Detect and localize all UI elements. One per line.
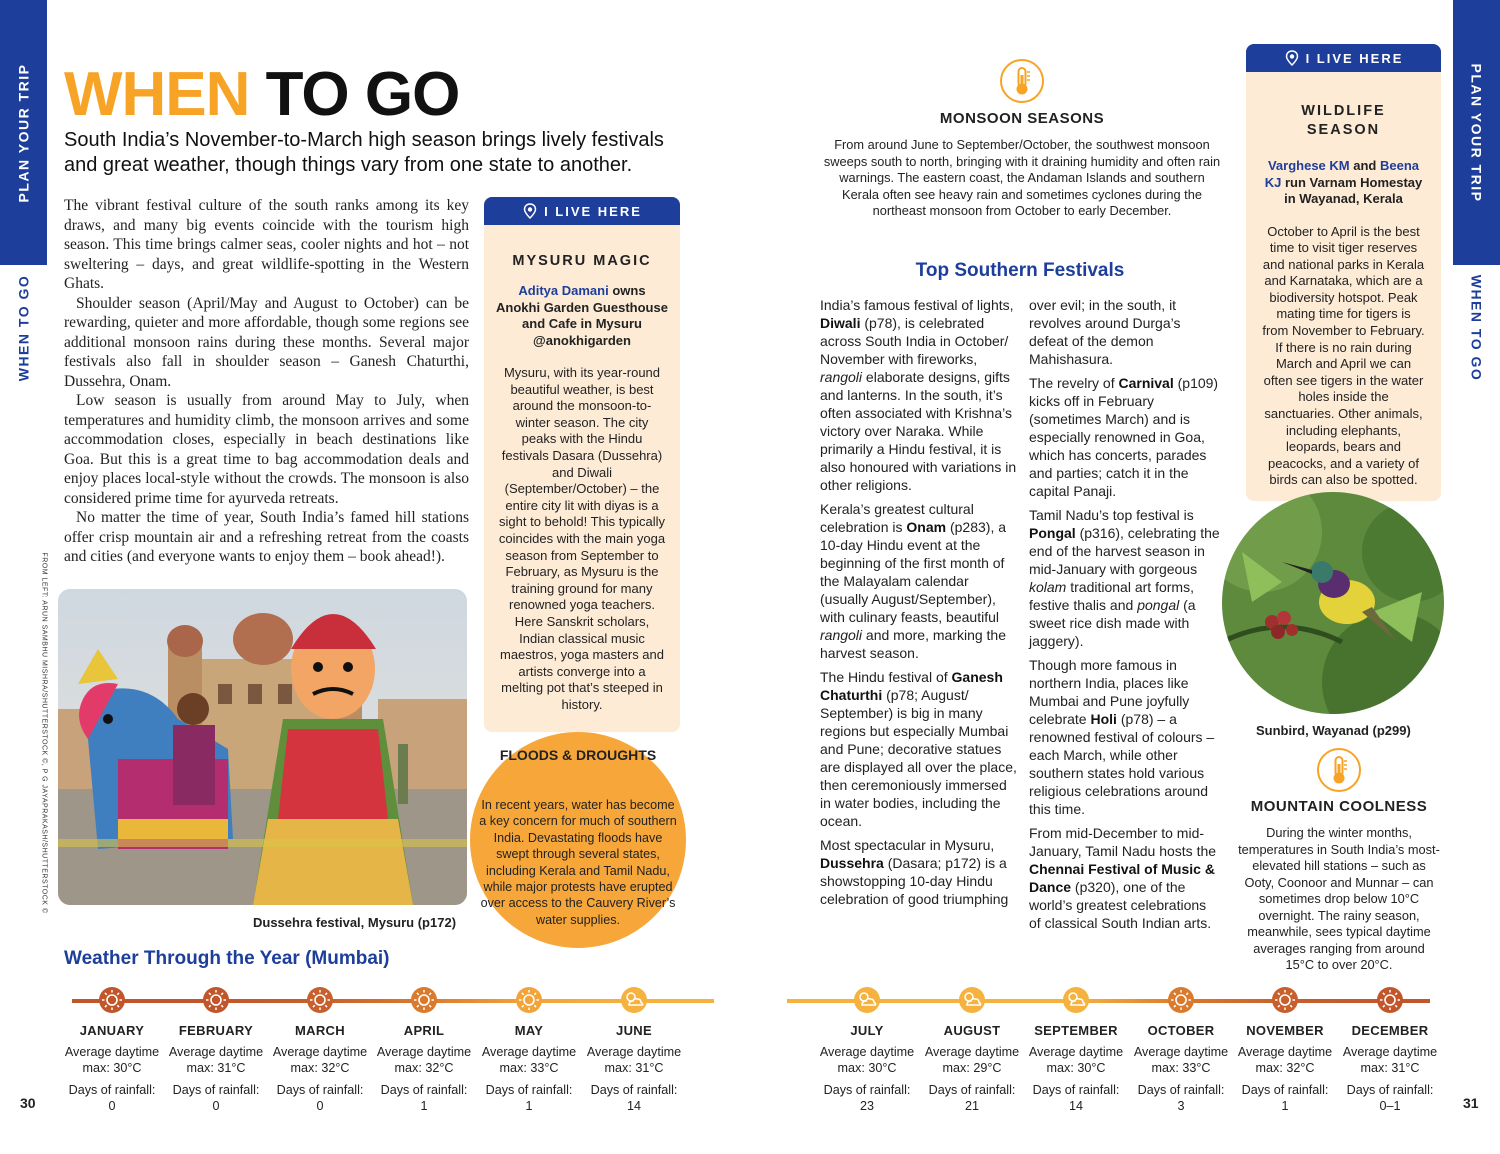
mysuru-box-body: Mysuru, with its year-round beautiful weather, is best around the monsoon-to-winter season. The city peaks with the Hindu festivals Dasara (Dussehra) and Diwali (September/October) – the entire city lit with diyas is a sight to behold! This typically coincides with the main yoga season from September to February, as Mysuru is the training ground for many renowned yoga teachers. Here Sanskrit scholars, Indian classical music maestros, yoga masters and artists converge into a melting pot that’s steeped in history. xyxy=(498,365,666,712)
sun-cloud-icon xyxy=(958,986,986,1014)
month-name: MARCH xyxy=(295,1023,345,1038)
weather-month xyxy=(1338,986,1442,1114)
festivals-column-2 xyxy=(1029,296,1221,938)
mysuru-magic-box xyxy=(484,197,680,732)
weather-month xyxy=(60,986,164,1114)
month-name: JUNE xyxy=(616,1023,652,1038)
intro-text xyxy=(64,196,469,567)
month-name: DECEMBER xyxy=(1351,1023,1429,1038)
monsoon-body: From around June to September/October, the southwest monsoon sweeps south to north, bringing with it draining humidity and often rain warnings. The eastern coast, the Andaman Islands and southern Kerala often see heavy rain and sometimes cyclones during the northeast monsoon from October to early December. xyxy=(823,137,1221,218)
month-temperature: Average daytime max: 30°C xyxy=(64,1045,160,1075)
byline-text: owns Anokhi Garden Guesthouse and Cafe in Mysuru @anokhigarden xyxy=(496,283,668,348)
mountain-title: MOUNTAIN COOLNESS xyxy=(1250,798,1428,815)
festival-onam: Kerala’s greatest cultural celebration is Onam (p283), a 10-day Hindu event at the beginning of the first month of the Malayalam calendar (usually August/September), with culinary feasts, beautiful rangoli and more, marking the harvest season. xyxy=(820,501,1007,661)
festival-carnival: The revelry of Carnival (p109) kicks off in February (sometimes March) and is especially renowned in Goa, which has concerts, parades and parties; catch it in the capital Panaji. xyxy=(1029,375,1219,499)
month-name: JULY xyxy=(850,1023,884,1038)
month-rainfall: Days of rainfall: 1 xyxy=(380,1083,468,1113)
festivals-column-1 xyxy=(820,296,1018,914)
sun-icon xyxy=(1376,986,1404,1014)
month-name: JANUARY xyxy=(79,1023,145,1038)
weather-month xyxy=(582,986,686,1114)
photo-credit-text: FROM LEFT: ARUN SAMBHU MISHRA/SHUTTERSTOCK ©, P G JAYAPRAKASH/SHUTTERSTOCK © xyxy=(40,552,48,914)
mysuru-box-title: MYSURU MAGIC xyxy=(512,253,652,269)
sun-icon xyxy=(202,986,230,1014)
right-tab-section: PLAN YOUR TRIP xyxy=(1468,63,1485,202)
right-tab-chapter: WHEN TO GO xyxy=(1468,274,1485,381)
month-temperature: Average daytime max: 32°C xyxy=(1237,1045,1333,1075)
month-rainfall: Days of rainfall: 3 xyxy=(1137,1083,1225,1113)
box-header-label: I LIVE HERE xyxy=(544,203,642,219)
month-temperature: Average daytime max: 31°C xyxy=(1342,1045,1438,1075)
person-name: Aditya Damani xyxy=(518,283,609,298)
weather-title: Weather Through the Year (Mumbai) xyxy=(64,948,390,969)
dussehra-photo xyxy=(58,589,467,905)
month-rainfall: Days of rainfall: 14 xyxy=(590,1083,678,1113)
page-subtitle: South India’s November-to-March high season brings lively festivals and great weather, though things vary from one state to another. xyxy=(64,129,664,176)
weather-month xyxy=(920,986,1024,1114)
month-name: APRIL xyxy=(403,1023,445,1038)
month-rainfall: Days of rainfall: 1 xyxy=(1241,1083,1329,1113)
festival-holi: Though more famous in northern India, places like Mumbai and Pune joyfully celebrate Holi (p78) – a renowned festival of colours – each March, while other southern states hold various religious celebrations around this time. xyxy=(1029,657,1215,817)
festival-dussehra-continued: over evil; in the south, it revolves around Durga’s defeat of the demon Mahishasura. xyxy=(1029,297,1181,367)
festival-diwali: India’s famous festival of lights, Diwali (p78), is celebrated across South India in October/ November with fireworks, rangoli elaborate designs, gifts and lanterns. In the south, it’s often associated with Krishna’s victory over Naraka. While primarily a Hindu festival, it is also honoured with variations in other religions. xyxy=(820,297,1017,493)
sun-cloud-icon xyxy=(853,986,881,1014)
weather-month xyxy=(1129,986,1233,1114)
month-temperature: Average daytime max: 30°C xyxy=(819,1045,915,1075)
weather-month xyxy=(164,986,268,1114)
month-rainfall: Days of rainfall: 0 xyxy=(276,1083,364,1113)
sun-icon xyxy=(98,986,126,1014)
month-temperature: Average daytime max: 32°C xyxy=(376,1045,472,1075)
floods-droughts-circle xyxy=(470,732,686,948)
sun-icon xyxy=(1167,986,1195,1014)
person-name: Beena KJ xyxy=(1264,158,1420,190)
sun-cloud-icon xyxy=(1062,986,1090,1014)
sun-icon xyxy=(306,986,334,1014)
month-rainfall: Days of rainfall: 0 xyxy=(68,1083,156,1113)
sunbird-photo xyxy=(1222,492,1444,714)
intro-paragraph: Low season is usually from around May to July, when temperatures and humidity climb, the monsoon arrives and some accommodation closes, especially in beach destinations like Goa. But this is a great time to bag accommodation deals and enjoy places local-style without the crowds. The monsoon is also considered prime time for ayurveda retreats. xyxy=(64,392,469,507)
page-number-right: 31 xyxy=(1463,1095,1479,1111)
i-live-here-header xyxy=(1246,44,1441,72)
month-temperature: Average daytime max: 29°C xyxy=(924,1045,1020,1075)
weather-month xyxy=(1233,986,1337,1114)
monsoon-title: MONSOON SEASONS xyxy=(939,110,1105,127)
festivals-title: Top Southern Festivals xyxy=(915,260,1125,281)
month-rainfall: Days of rainfall: 0–1 xyxy=(1346,1083,1434,1113)
sun-cloud-icon xyxy=(620,986,648,1014)
photo-credit xyxy=(38,552,50,914)
location-pin-icon xyxy=(522,203,538,219)
box-header-label: I LIVE HERE xyxy=(1305,50,1404,66)
page-number-left: 30 xyxy=(20,1095,36,1111)
weather-month xyxy=(1024,986,1128,1114)
month-name: NOVEMBER xyxy=(1246,1023,1324,1038)
left-tab-chapter: WHEN TO GO xyxy=(15,274,32,381)
floods-title: FLOODS & DROUGHTS xyxy=(499,747,657,763)
location-pin-icon xyxy=(1284,50,1300,66)
month-name: OCTOBER xyxy=(1147,1023,1215,1038)
title-when: WHEN xyxy=(64,60,250,129)
right-side-tab xyxy=(1453,0,1500,1154)
page-title xyxy=(64,60,459,130)
title-to-go: TO GO xyxy=(265,60,460,129)
intro-paragraph: The vibrant festival culture of the south ranks among its key draws, and many big events coincide with the tourism high season. This time brings calmer seas, cooler nights and hot – not sweltering – days, and great wildlife-spotting in the Western Ghats. xyxy=(64,197,469,292)
month-temperature: Average daytime max: 31°C xyxy=(586,1045,682,1075)
weather-month xyxy=(477,986,581,1114)
weather-month xyxy=(372,986,476,1114)
month-rainfall: Days of rainfall: 14 xyxy=(1032,1083,1120,1113)
month-name: SEPTEMBER xyxy=(1034,1023,1118,1038)
weather-month xyxy=(815,986,919,1114)
mysuru-box-byline xyxy=(484,283,680,349)
weather-month xyxy=(268,986,372,1114)
byline-and: and xyxy=(1353,158,1377,173)
thermometer-icon xyxy=(999,58,1045,104)
photo-caption: Dussehra festival, Mysuru (p172) xyxy=(253,915,457,930)
wildlife-season-box xyxy=(1246,44,1441,501)
intro-paragraph: Shoulder season (April/May and August to October) can be rewarding, quieter and more affordable, though some regions see additional monsoon rains during these months. Several major festivals also fall in shoulder season – Ganesh Chaturthi, Dussehra, Onam. xyxy=(64,294,469,390)
festival-ganesh-chaturthi: The Hindu festival of Ganesh Chaturthi (p78; August/ September) is big in many regions but especially Mumbai and Pune; decorative statues are displayed all over the place, then ceremoniously immersed in water bodies, including the ocean. xyxy=(820,669,1017,829)
festival-chennai: From mid-December to mid-January, Tamil Nadu hosts the Chennai Festival of Music & Dance (p320), one of the world’s greatest celebrations of classical South Indian arts. xyxy=(1029,825,1217,931)
month-rainfall: Days of rainfall: 0 xyxy=(172,1083,260,1113)
month-temperature: Average daytime max: 30°C xyxy=(1028,1045,1124,1075)
sun-icon xyxy=(410,986,438,1014)
thermometer-icon xyxy=(1316,747,1362,793)
wildlife-box-body: October to April is the best time to visit tiger reserves and national parks in Kerala and Karnataka, which are a biodiversity hotspot. Peak mating time for tigers is from November to February. If there is no rain during March and April we can often see tigers in the water holes inside the sanctuaries. Other animals, including elephants, leopards, bears and peacocks, and a variety of birds can also be spotted. xyxy=(1262,223,1425,488)
month-name: FEBRUARY xyxy=(178,1023,254,1038)
intro-paragraph: No matter the time of year, South India’s famed hill stations offer crisp mountain air and a refreshing retreat from the coasts and cities (and everyone wants to enjoy them – book ahead!). xyxy=(64,509,469,565)
byline-text: run Varnam Homestay in Wayanad, Kerala xyxy=(1284,174,1423,206)
floods-body: In recent years, water has become a key concern for much of southern India. Devastating floods have swept through several states, including Kerala and Tamil Nadu, while major protests have erupted over access to the Cauvery River’s water supplies. xyxy=(479,798,677,927)
month-temperature: Average daytime max: 33°C xyxy=(1133,1045,1229,1075)
month-rainfall: Days of rainfall: 1 xyxy=(485,1083,573,1113)
month-name: MAY xyxy=(514,1023,544,1038)
sun-icon xyxy=(515,986,543,1014)
i-live-here-header xyxy=(484,197,680,225)
festival-dussehra: Most spectacular in Mysuru, Dussehra (Dasara; p172) is a showstopping 10-day Hindu celebration of good triumphing xyxy=(820,837,1009,907)
month-name: AUGUST xyxy=(943,1023,1001,1038)
month-temperature: Average daytime max: 32°C xyxy=(272,1045,368,1075)
month-rainfall: Days of rainfall: 21 xyxy=(928,1083,1016,1113)
month-rainfall: Days of rainfall: 23 xyxy=(823,1083,911,1113)
wildlife-box-byline xyxy=(1246,158,1441,208)
person-name: Varghese KM xyxy=(1267,158,1350,173)
left-tab-section: PLAN YOUR TRIP xyxy=(15,63,32,202)
month-temperature: Average daytime max: 31°C xyxy=(168,1045,264,1075)
mountain-body: During the winter months, temperatures in South India’s most-elevated hill stations – such as Ooty, Coonoor and Munnar – can sometimes drop below 10°C overnight. The rainy season, meanwhile, sees typical daytime averages ranging from around 15°C to over 20°C. xyxy=(1238,825,1440,972)
festival-pongal: Tamil Nadu’s top festival is Pongal (p316), celebrating the end of the harvest season in mid-January with gorgeous kolam traditional art forms, festive thalis and pongal (a sweet rice dish made with jaggery). xyxy=(1029,507,1220,649)
month-temperature: Average daytime max: 33°C xyxy=(481,1045,577,1075)
sun-icon xyxy=(1271,986,1299,1014)
wildlife-box-title: WILDLIFE SEASON xyxy=(1301,103,1386,138)
bird-caption: Sunbird, Wayanad (p299) xyxy=(1256,723,1411,738)
